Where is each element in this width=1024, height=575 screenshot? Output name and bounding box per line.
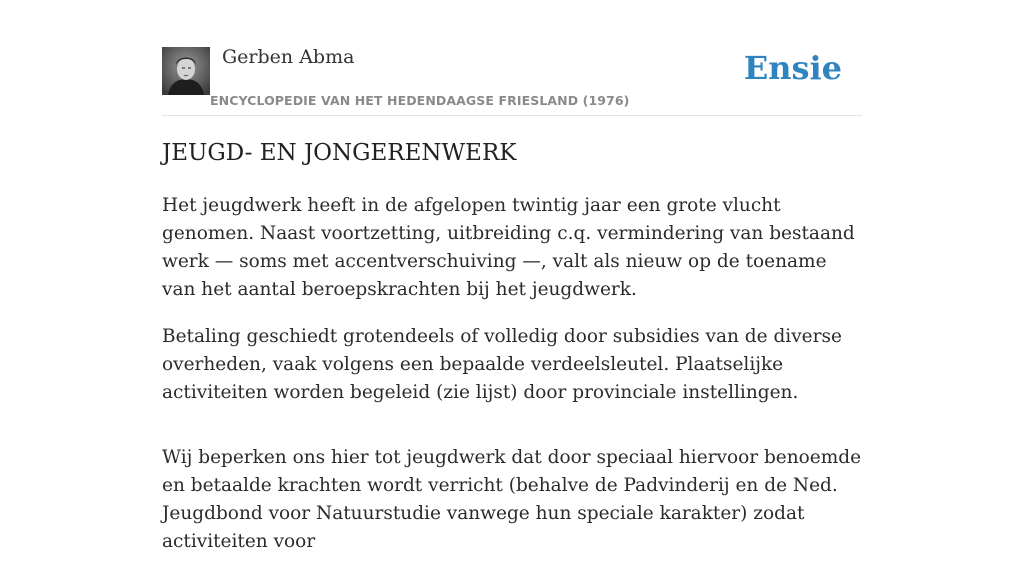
paragraph: Betaling geschiedt grotendeels of volledig door subsidies van de diverse overheden, vaak volgens een bepaalde verdeelsleutel. Plaatselijke activiteiten worden begeleid (zie lijst) door provinciale instellingen. xyxy=(162,326,842,403)
paragraph: Wij beperken ons hier tot jeugdwerk dat door speciaal hiervoor benoemde en betaalde krachten wordt verricht (behalve de Padvinderij en de Ned. Jeugdbond voor Natuurstudie vanwege hun speciale karakter) zodat activiteiten voor xyxy=(162,447,862,552)
article-title: JEUGD- EN JONGERENWERK xyxy=(162,140,517,166)
author-avatar[interactable] xyxy=(162,47,210,95)
ensie-logo[interactable]: Ensie xyxy=(743,49,842,87)
paragraph: Het jeugdwerk heeft in de afgelopen twintig jaar een grote vlucht genomen. Naast voortzetting, uitbreiding c.q. vermindering van bestaand werk — soms met accentverschuiving —, valt als nieuw op de toename van het aantal beroepskrachten bij het jeugdwerk. xyxy=(162,195,855,300)
article-body xyxy=(162,192,862,575)
author-portrait-image xyxy=(162,47,210,95)
header-divider xyxy=(162,115,862,116)
source-title[interactable]: ENCYCLOPEDIE VAN HET HEDENDAAGSE FRIESLAND (1976) xyxy=(210,93,630,108)
article-header xyxy=(162,46,862,116)
author-name[interactable]: Gerben Abma xyxy=(222,46,355,68)
